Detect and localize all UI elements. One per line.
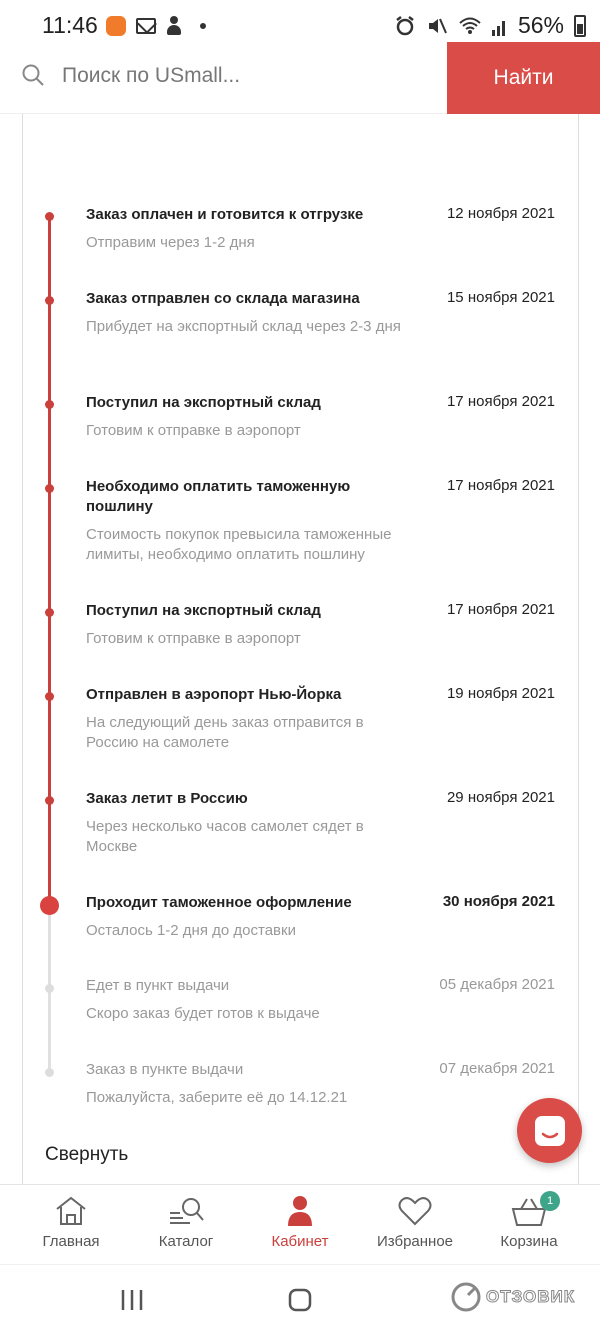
event-subtitle: Стоимость покупок превысила таможенные лимиты, необходимо оплатить пошлину: [86, 526, 392, 563]
notification-icons: [106, 16, 206, 36]
timeline-dot: [45, 212, 54, 221]
event-subtitle: Пожалуйста, заберите её до 14.12.21: [86, 1089, 348, 1106]
event-subtitle: Отправим через 1-2 дня: [86, 234, 255, 251]
search-button[interactable]: Найти: [447, 42, 600, 114]
watermark-text: ОТЗОВИК: [486, 1287, 576, 1306]
event-subtitle: Готовим к отправке в аэропорт: [86, 630, 301, 647]
event-date: 30 ноября 2021: [442, 893, 555, 910]
nav-label: Каталог: [158, 1233, 214, 1250]
timeline-dot: [45, 796, 54, 805]
system-navigation-bar: [0, 1264, 600, 1333]
nav-item-favorites[interactable]: [360, 1185, 470, 1265]
timeline-dot: [45, 484, 54, 493]
event-subtitle: На следующий день заказ отправится в Россию на самолете: [86, 714, 364, 751]
event-subtitle: Скоро заказ будет готов к выдаче: [86, 1005, 320, 1022]
wifi-icon: [458, 16, 482, 36]
event-title: Проходит таможенное оформление: [86, 894, 352, 911]
event-title: Заказ в пункте выдачи: [86, 1061, 244, 1078]
event-title: Заказ летит в Россию: [86, 790, 248, 807]
event-title: Поступил на экспортный склад: [86, 394, 321, 411]
person-icon: [280, 1195, 320, 1227]
nav-label: Главная: [42, 1233, 100, 1250]
event-title: Заказ оплачен и готовится к отгрузке: [86, 206, 364, 223]
nav-item-home[interactable]: [16, 1185, 126, 1265]
timeline-current-dot: [40, 896, 59, 915]
nav-label: Кабинет: [271, 1233, 329, 1250]
nav-item-cart[interactable]: [474, 1185, 584, 1265]
mail-icon: [136, 18, 156, 34]
chat-button[interactable]: [517, 1098, 582, 1163]
chat-icon: [533, 1114, 567, 1148]
nav-item-cabinet[interactable]: [245, 1185, 355, 1265]
bottom-navigation: [0, 1184, 600, 1264]
event-date: 17 ноября 2021: [446, 477, 555, 494]
status-time: 11:46: [42, 12, 98, 38]
battery-icon: [574, 15, 586, 37]
alarm-icon: [394, 15, 416, 37]
event-subtitle: Прибудет на экспортный склад через 2-3 дня: [86, 318, 401, 335]
battery-percent: 56%: [517, 12, 564, 38]
nav-label: Корзина: [500, 1233, 558, 1250]
event-title: Отправлен в аэропорт Нью-Йорка: [86, 686, 342, 703]
event-date: 12 ноября 2021: [446, 205, 555, 222]
watermark-icon: [450, 1281, 482, 1313]
timeline-dot: [45, 400, 54, 409]
heart-icon: [395, 1195, 435, 1227]
event-subtitle: Через несколько часов самолет сядет в Москве: [86, 818, 364, 855]
order-tracking-card: [22, 114, 579, 1186]
event-date: 05 декабря 2021: [439, 976, 555, 993]
timeline-dot: [45, 692, 54, 701]
app-notification-icon: [106, 16, 126, 36]
nav-label: Избранное: [376, 1233, 454, 1250]
mute-icon: [426, 15, 448, 37]
event-date: 19 ноября 2021: [446, 685, 555, 702]
event-date: 29 ноября 2021: [446, 789, 555, 806]
recent-apps-icon[interactable]: [120, 1289, 144, 1311]
watermark-logo: [450, 1281, 590, 1315]
event-date: 17 ноября 2021: [446, 601, 555, 618]
event-date: 17 ноября 2021: [446, 393, 555, 410]
search-input[interactable]: Поиск по USmall...: [62, 64, 241, 87]
home-button-icon[interactable]: [288, 1288, 312, 1312]
more-notifications-icon: [200, 23, 206, 29]
event-title: Поступил на экспортный склад: [86, 602, 321, 619]
timeline-dot: [45, 296, 54, 305]
timeline-dot: [45, 608, 54, 617]
event-date: 07 декабря 2021: [439, 1060, 555, 1077]
person-notification-icon: [166, 16, 182, 36]
timeline-dot: [45, 1068, 54, 1077]
event-date: 15 ноября 2021: [446, 289, 555, 306]
event-title: Заказ отправлен со склада магазина: [86, 290, 360, 307]
event-title: Едет в пункт выдачи: [86, 977, 230, 994]
catalog-search-icon: [166, 1195, 206, 1227]
event-title: Необходимо оплатить таможенную пошлину: [86, 478, 351, 515]
cart-badge: 1: [540, 1191, 560, 1211]
event-subtitle: Осталось 1-2 дня до доставки: [86, 922, 296, 939]
home-icon: [51, 1195, 91, 1227]
signal-icon: [492, 16, 508, 36]
search-bar: [0, 40, 600, 114]
nav-item-catalog[interactable]: [131, 1185, 241, 1265]
event-subtitle: Готовим к отправке в аэропорт: [86, 422, 301, 439]
search-icon: [22, 64, 44, 86]
system-icons: [394, 12, 586, 39]
timeline-dot: [45, 984, 54, 993]
collapse-button[interactable]: Свернуть: [45, 1144, 129, 1165]
